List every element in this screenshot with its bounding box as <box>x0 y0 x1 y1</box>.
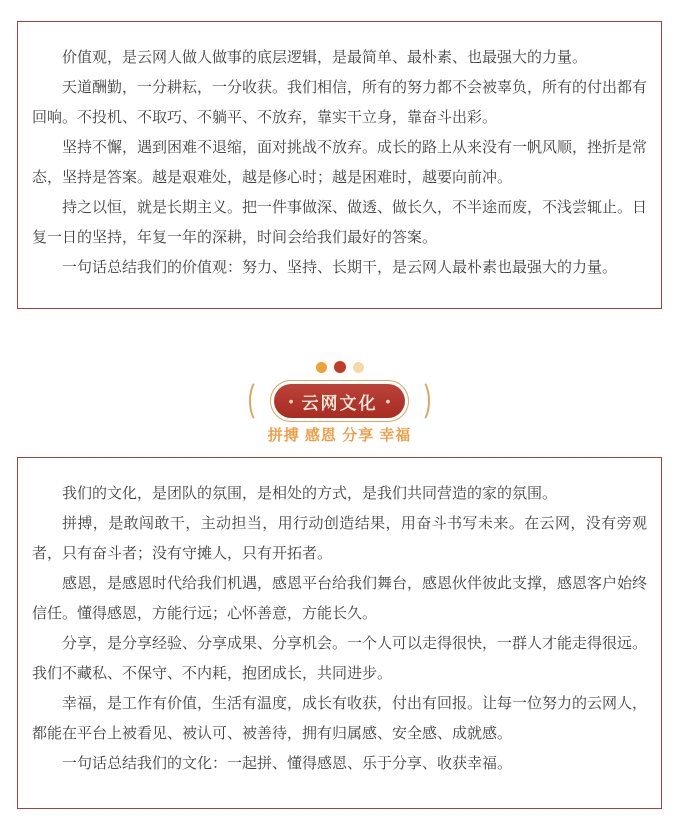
culture-paragraph: 我们的文化，是团队的氛围，是相处的方式，是我们共同营造的家的氛围。 <box>62 485 558 502</box>
left-arc-icon <box>249 379 269 423</box>
section-title: 云网文化 <box>301 393 378 413</box>
right-arc-icon <box>410 379 430 423</box>
culture-paragraph: 拼搏，是敢闯敢干，主动担当，用行动创造结果，用奋斗书写未来。在云网，没有旁观者，只有奋斗者；没有守摊人，只有开拓者。 <box>32 515 647 562</box>
values-paragraph: 价值观，是云网人做人做事的底层逻辑，是最简单、最朴素、也最强大的力量。 <box>62 49 588 66</box>
badge-pill-row <box>0 378 679 424</box>
dot-red-icon <box>334 361 346 373</box>
values-paragraph: 天道酬勤，一分耕耘，一分收获。我们相信，所有的努力都不会被辜负，所有的付出都有回响。不投机、不取巧、不躺平、不放弃，靠实干立身，靠奋斗出彩。 <box>32 79 648 126</box>
bullet-icon: • <box>288 393 294 409</box>
values-section <box>17 21 662 309</box>
culture-paragraph: 分享，是分享经验、分享成果、分享机会。一个人可以走得很快，一群人才能走得很远。我们不藏私、不保守、不内耗，抱团成长，共同进步。 <box>32 635 648 682</box>
dot-tan-icon <box>353 362 364 373</box>
section-title-pill <box>274 384 406 418</box>
culture-paragraph: 幸福，是工作有价值，生活有温度，成长有收获，付出有回报。让每一位努力的云网人，都能在平台上被看见、被认可、被善待，拥有归属感、安全感、成就感。 <box>32 695 648 742</box>
culture-paragraph: 一句话总结我们的文化：一起拼、懂得感恩、乐于分享、收获幸福。 <box>62 755 513 772</box>
culture-section <box>17 457 662 809</box>
values-paragraph: 一句话总结我们的价值观：努力、坚持、长期干，是云网人最朴素也最强大的力量。 <box>62 259 618 276</box>
bullet-icon: • <box>385 393 391 409</box>
values-paragraph: 坚持不懈，遇到困难不退缩，面对挑战不放弃。成长的路上从来没有一帆风顺，挫折是常态，坚持是答案。越是艰难处，越是修心时；越是困难时，越要向前冲。 <box>32 139 648 186</box>
values-paragraph: 持之以恒，就是长期主义。把一件事做深、做透、做长久，不半途而废，不浅尝辄止。日复一日的坚持，年复一年的深耕，时间会给我们最好的答案。 <box>32 199 648 246</box>
decorative-dots <box>0 361 679 373</box>
culture-badge <box>0 361 679 445</box>
dot-orange-icon <box>316 362 327 373</box>
culture-paragraph: 感恩，是感恩时代给我们机遇，感恩平台给我们舞台，感恩伙伴彼此支撑，感恩客户始终信任。懂得感恩，方能行远；心怀善意，方能长久。 <box>32 575 648 622</box>
culture-tagline: 拼搏 感恩 分享 幸福 <box>267 427 412 444</box>
